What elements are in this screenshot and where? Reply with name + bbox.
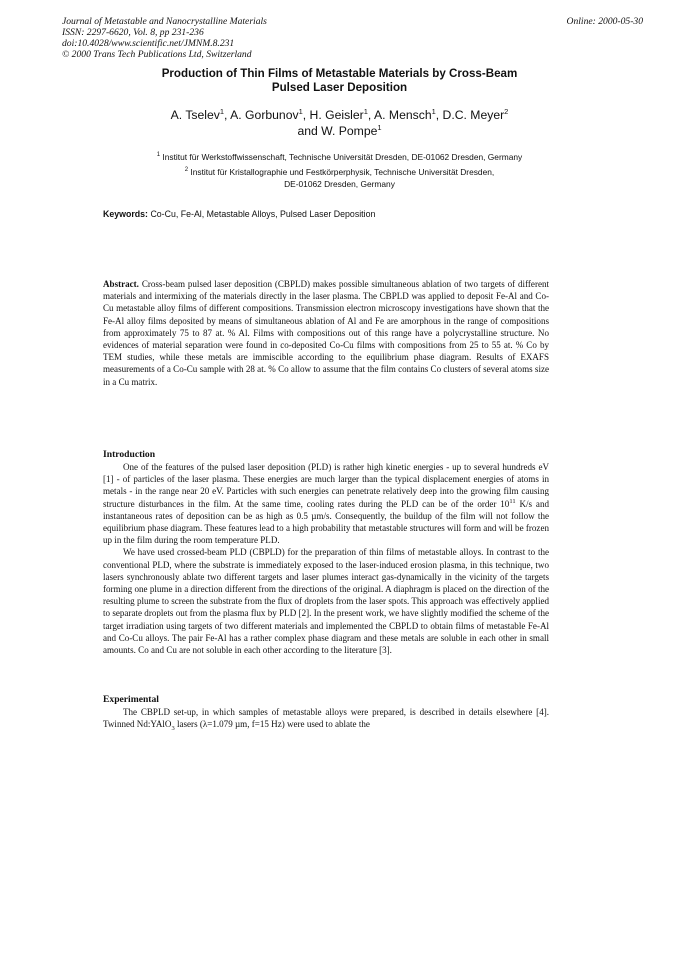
exp-p1-part-a: The CBPLD set-up, in which samples of metastable alloys were prepared, is described in details elsewhere [4]. Twinned Nd:YAlO (103, 707, 549, 730)
introduction-body (103, 461, 549, 656)
paper-title (62, 67, 617, 95)
intro-p1-exponent: 11 (509, 497, 516, 505)
affiliation-2-line-1 (62, 166, 617, 178)
keywords-label: Keywords: (103, 209, 148, 219)
introduction-heading: Introduction (103, 449, 156, 460)
author-name: D.C. Meyer (442, 108, 505, 122)
affiliation-2-line-2: DE-01062 Dresden, Germany (284, 179, 395, 189)
affiliation-1 (62, 151, 617, 163)
author-name: A. Mensch (374, 108, 432, 122)
author-list (62, 107, 617, 139)
intro-p1-part-b: K/s and instantaneous rates of deposition can be as high as 0.5 µm/s. Consequently, the buildup of the film will not follow the equilibrium phase diagram. These features lead to a high probability that metastable structures will form and will be frozen up in the film during the room temperature PLD. (103, 498, 549, 546)
experimental-paragraph-1 (103, 706, 549, 730)
title-line-2: Pulsed Laser Deposition (271, 81, 408, 94)
abstract (103, 278, 549, 388)
affiliation-mark: 1 (156, 152, 161, 159)
author-affiliation-mark: 1 (363, 106, 368, 116)
experimental-body (103, 706, 549, 730)
introduction-paragraph-1 (103, 461, 549, 546)
author-name: H. Geisler (309, 108, 364, 122)
intro-p1-part-a: One of the features of the pulsed laser deposition (PLD) is rather high kinetic energies - up to several hundreds eV [1] - of particles of the laser plasma. These energies are much larger than the typical displacement energies of atoms in metals - in the range near 20 eV. Particles with such energies can penetrate relatively deep into the growing film causing structure disturbances in the film. At the same time, cooling rates during the PLD can be of the order 10 (103, 462, 549, 509)
author-name: W. Pompe (321, 124, 378, 138)
title-line-1: Production of Thin Films of Metastable Materials by Cross-Beam (161, 67, 518, 80)
issn-line: ISSN: 2297-6620, Vol. 8, pp 231-236 (62, 27, 204, 38)
journal-name: Journal of Metastable and Nanocrystalline Materials (62, 16, 267, 27)
affiliation-2 (62, 166, 617, 190)
abstract-label: Abstract. (103, 279, 139, 289)
keywords (103, 208, 375, 220)
author-affiliation-mark: 1 (219, 106, 225, 116)
copyright-line: © 2000 Trans Tech Publications Ltd, Switzerland (62, 49, 252, 60)
author-affiliation-mark: 1 (298, 106, 303, 116)
exp-p1-part-b: lasers (λ=1.079 µm, f=15 Hz) were used to ablate the (174, 719, 370, 730)
introduction-paragraph-2: We have used crossed-beam PLD (CBPLD) for the preparation of thin films of metastable alloys. In contrast to the conventional PLD, where the substrate is immediately exposed to the laser-induced erosion plasma, in this technique, two lasers synchronously ablate two different targets and laser plumes interact gas-dynamically in the vicinity of the targets forming one plume in a direction different from the directions of the original. A diaphragm is placed on the direction of the resulting plume to screen the substrate from the flux of droplets from the laser spots. This approach was effectively applied to separate droplets out from the plasma flux by PLD [2]. In the present work, we have slightly modified the scheme of the target irradiation using targets of two different materials and implemented the CBPLD to obtain films of metastable Fe-Al and Co-Cu alloys. The pair Fe-Al has a rather complex phase diagram and these metals are soluble in each other in small amounts. Co and Cu are not soluble in each other according to the literature [3]. (103, 547, 549, 656)
exp-p1-subscript: 3 (171, 725, 175, 732)
abstract-text: Cross-beam pulsed laser deposition (CBPLD) makes possible simultaneous ablation of two targets of different materials and intermixing of the materials directly in the laser plasma. The CBPLD was applied to deposit Fe-Al and Co-Cu metastable alloy films of different compositions. Transmission electron microscopy investigations have shown that the Fe-Al alloy films deposited by means of simultaneous ablation of Al and Fe are amorphous in the range of compositions from approximately 75 to 87 at. % Al. Films with compositions out of this range have a polycrystalline structure. No evidences of material separation were found in co-deposited Co-Cu films with compositions from 25 to 55 at. % Co by TEM studies, while these metals are immiscible according to the equilibrium phase diagram. Results of EXAFS measurements of a Co-Cu sample with 28 at. % Co allow to assume that the film contains Co clusters of several atoms size in a Cu matrix. (103, 279, 550, 387)
author-conjunction: and (297, 124, 318, 138)
abstract-paragraph (103, 278, 549, 388)
author-name: A. Gorbunov (230, 108, 299, 122)
author-name: A. Tselev (170, 108, 220, 122)
journal-header (62, 16, 267, 60)
keywords-text: Co-Cu, Fe-Al, Metastable Alloys, Pulsed Laser Deposition (150, 209, 376, 219)
affiliation-text: Institut für Werkstoffwissenschaft, Technische Universität Dresden, DE-01062 Dresden, Germany (162, 152, 523, 162)
doi-line[interactable]: doi:10.4028/www.scientific.net/JMNM.8.231 (62, 38, 235, 49)
affiliation-text: Institut für Kristallographie und Festkörperphysik, Technische Universität Dresden, (190, 167, 495, 177)
author-affiliation-mark: 1 (431, 106, 436, 116)
authors-line-1: A. Tselev$^1$, A. Gorbunov$^1$, H. Geisler$^1$, A. Mensch$^1$, D.C. Meyer$^2$ (170, 106, 509, 122)
author-affiliation-mark: 1 (377, 122, 382, 132)
online-date: Online: 2000-05-30 (566, 16, 643, 27)
author-affiliation-mark: 2 (504, 106, 509, 116)
affiliation-mark: 2 (184, 167, 189, 174)
experimental-heading: Experimental (103, 694, 159, 705)
authors-line-2 (62, 123, 617, 139)
